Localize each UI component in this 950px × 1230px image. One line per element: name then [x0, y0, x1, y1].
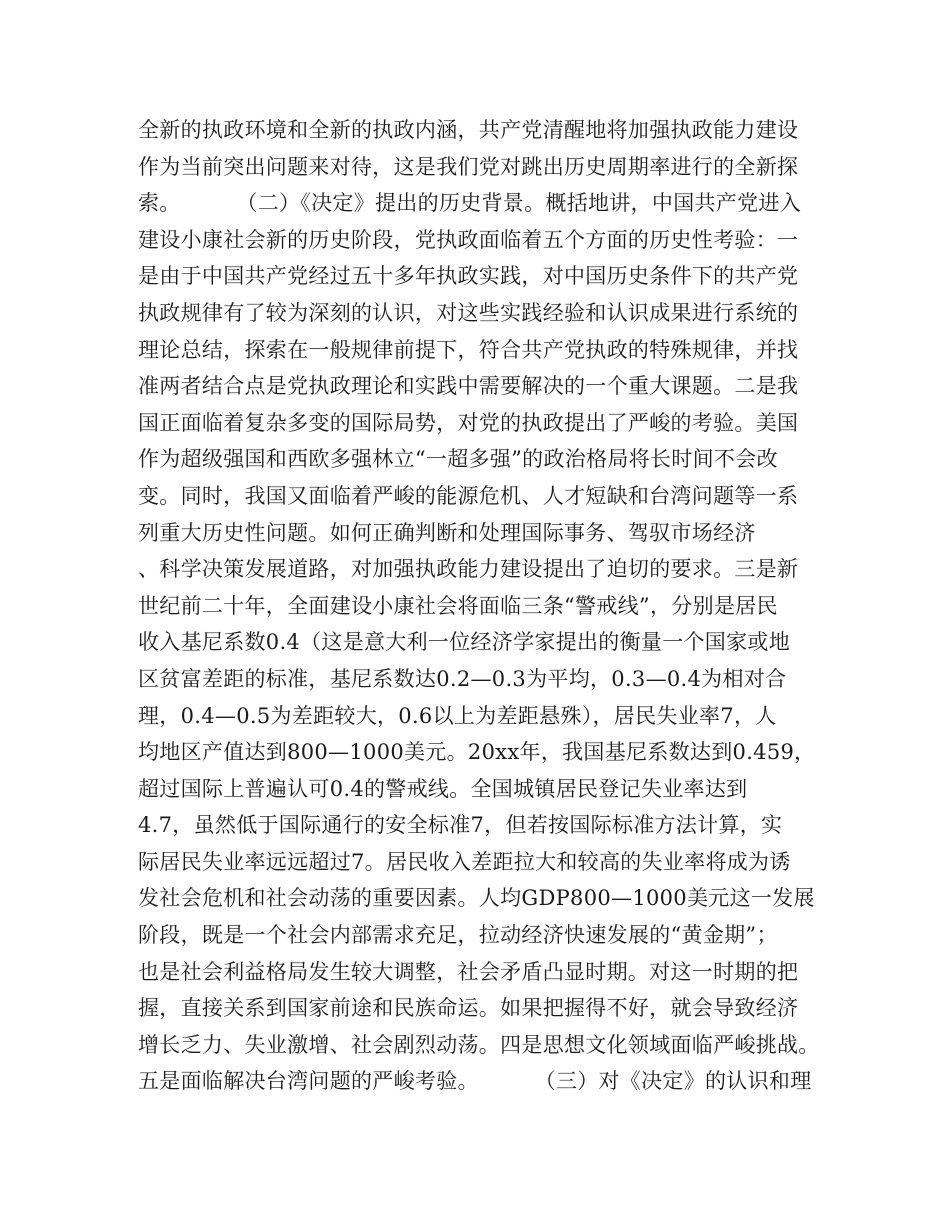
- text-line: 阶段，既是一个社会内部需求充足，拉动经济快速发展的“黄金期”；: [138, 923, 778, 948]
- text-line: 五是面临解决台湾问题的严峻考验。 （三）对《决定》的认识和理: [138, 1069, 812, 1094]
- text-line: 执政规律有了较为深刻的认识，对这些实践经验和认识成果进行系统的: [138, 300, 799, 325]
- text-line: 国正面临着复杂多变的国际局势，对党的执政提出了严峻的考验。美国: [138, 410, 799, 435]
- text-line: 作为当前突出问题来对待，这是我们党对跳出历史周期率进行的全新探: [138, 154, 799, 179]
- text-line: 索。 （二）《决定》提出的历史背景。概括地讲，中国共产党进入: [138, 191, 801, 216]
- text-line: 理论总结，探索在一般规律前提下，符合共产党执政的特殊规律，并找: [138, 337, 799, 362]
- text-line: 全新的执政环境和全新的执政内涵，共产党清醒地将加强执政能力建设: [138, 118, 799, 142]
- text-line: 作为超级强国和西欧多强林立“一超多强”的政治格局将长时间不会改: [138, 447, 778, 472]
- text-line: 也是社会利益格局发生较大调整，社会矛盾凸显时期。对这一时期的把: [138, 959, 799, 984]
- text-line: 际居民失业率远远超过7。居民收入差距拉大和较高的失业率将成为诱: [138, 849, 791, 874]
- text-line: 收入基尼系数0.4（这是意大利一位经济学家提出的衡量一个国家或地: [138, 630, 790, 655]
- text-line: 建设小康社会新的历史阶段，党执政面临着五个方面的历史性考验：一: [138, 227, 799, 252]
- text-line: 、科学决策发展道路，对加强执政能力建设提出了迫切的要求。三是新: [138, 557, 799, 582]
- text-line: 是由于中国共产党经过五十多年执政实践，对中国历史条件下的共产党: [138, 264, 799, 289]
- text-line: 4.7，虽然低于国际通行的安全标准7，但若按国际标准方法计算，实: [138, 813, 783, 838]
- text-line: 准两者结合点是党执政理论和实践中需要解决的一个重大课题。二是我: [138, 374, 799, 399]
- text-line: 超过国际上普遍认可0.4的警戒线。全国城镇居民登记失业率达到: [138, 776, 748, 801]
- body-text: [138, 112, 838, 1100]
- text-line: 世纪前二十年，全面建设小康社会将面临三条“警戒线”，分别是居民: [138, 593, 778, 618]
- text-line: 握，直接关系到国家前途和民族命运。如果把握得不好，就会导致经济: [138, 996, 799, 1021]
- text-line: 发社会危机和社会动荡的重要因素。人均GDP800—1000美元这一发展: [138, 886, 815, 911]
- text-line: 增长乏力、失业激增、社会剧烈动荡。四是思想文化领域面临严峻挑战。: [138, 1032, 820, 1057]
- text-line: 变。同时，我国又面临着严峻的能源危机、人才短缺和台湾问题等一系: [138, 483, 799, 508]
- text-line: 列重大历史性问题。如何正确判断和处理国际事务、驾驭市场经济: [138, 520, 756, 545]
- text-line: 区贫富差距的标准，基尼系数达0.2—0.3为平均，0.3—0.4为相对合: [138, 666, 787, 691]
- text-line: 均地区产值达到800—1000美元。20xx年，我国基尼系数达到0.459，: [138, 740, 816, 765]
- text-line: 理，0.4—0.5为差距较大，0.6以上为差距悬殊），居民失业率7，人: [138, 703, 777, 728]
